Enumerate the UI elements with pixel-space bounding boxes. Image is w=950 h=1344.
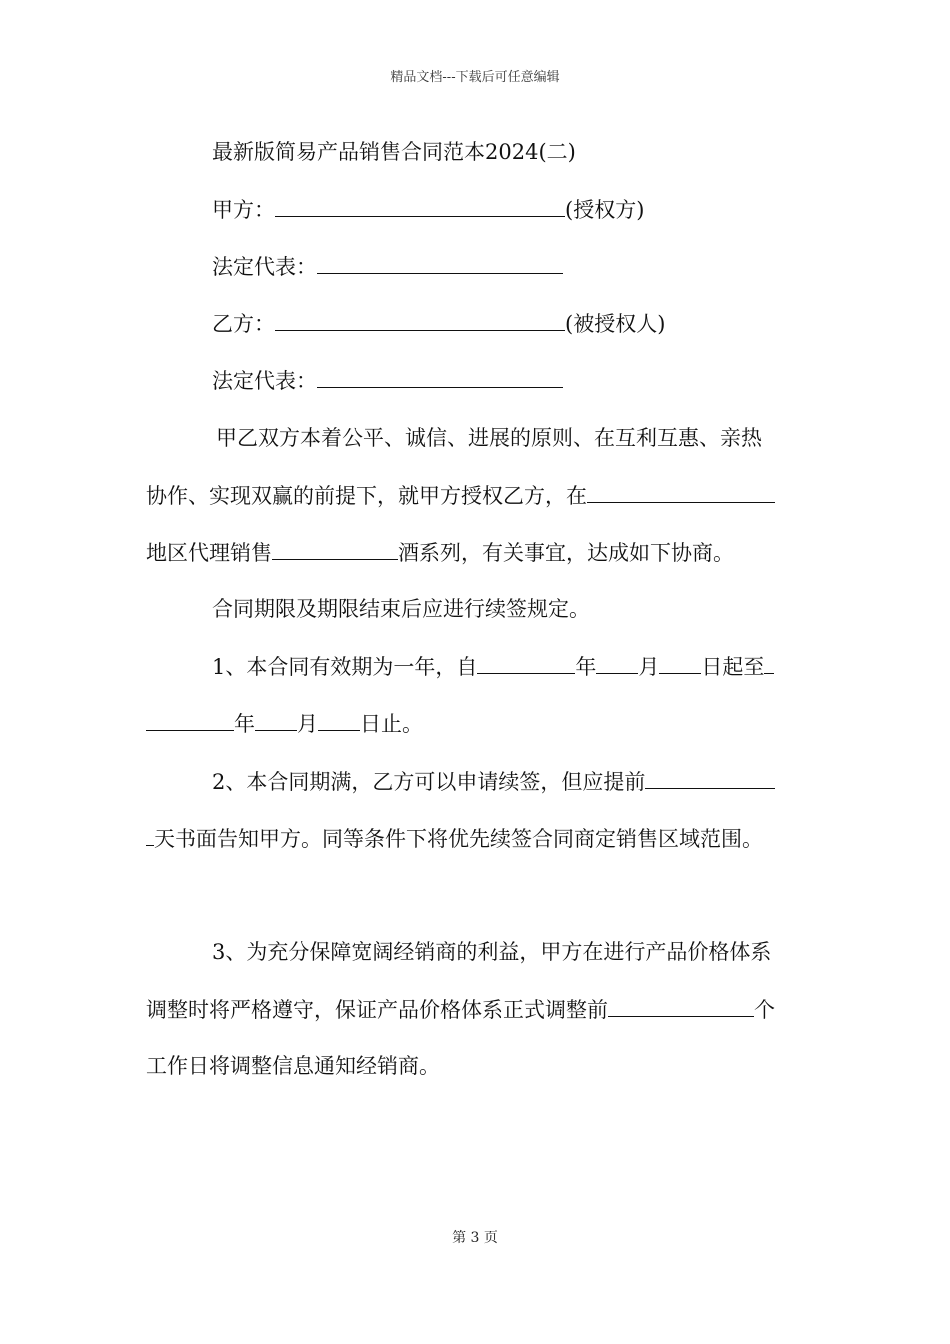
start-day-blank [659,651,701,674]
start-year-blank [477,651,575,674]
clause-3-line-3: 工作日将调整信息通知经销商。 [146,1054,440,1078]
notice-days-blank [645,766,775,789]
intro-line-2-text: 协作、实现双赢的前提下，就甲方授权乙方，在 [146,484,587,508]
party-b-line [212,308,665,339]
end-day-blank [318,708,360,731]
clause-1-month: 月 [638,655,660,679]
party-b-blank [275,308,565,331]
notice-days-blank-end [146,823,154,846]
intro-line-3 [146,537,734,568]
party-a-suffix: (授权方) [565,198,645,222]
clause-1-day-from: 日起至 [701,655,765,679]
party-a-rep-blank [317,251,563,274]
end-year-blank-start [764,651,774,674]
clause-1-line-1 [212,651,774,682]
document-title: 最新版简易产品销售合同范本2024(二) [212,140,576,164]
clause-2-text-a: 2、本合同期满，乙方可以申请续签，但应提前 [212,770,646,794]
party-a-line [212,194,644,225]
clause-1-year: 年 [575,655,597,679]
section-heading: 合同期限及期限结束后应进行续签规定。 [212,597,590,621]
intro-line-3-text-b: 酒系列，有关事宜，达成如下协商。 [398,541,734,565]
clause-1-text: 1、本合同有效期为一年，自 [212,655,478,679]
clause-3-text-a: 调整时将严格遵守，保证产品价格体系正式调整前 [146,998,608,1022]
product-blank [272,537,398,560]
clause-1-month-2: 月 [297,712,318,736]
page-header: 精品文档---下载后可任意编辑 [390,70,560,85]
clause-2-line-1 [212,766,775,797]
party-a-rep-line [212,251,563,282]
party-a-label: 甲方： [212,198,275,222]
clause-1-line-2 [146,708,423,739]
intro-line-3-text-a: 地区代理销售 [146,541,272,565]
clause-1-day-to: 日止。 [360,712,423,736]
clause-3-line-1: 3、为充分保障宽阔经销商的利益，甲方在进行产品价格体系 [212,940,772,964]
party-b-rep-label: 法定代表： [212,369,317,393]
party-b-suffix: (被授权人) [565,312,666,336]
clause-2-line-2 [146,823,763,854]
page-number: 第 3 页 [452,1230,498,1246]
clause-2-text-b: 天书面告知甲方。同等条件下将优先续签合同商定销售区域范围。 [154,827,763,851]
party-b-rep-blank [317,365,563,388]
party-b-rep-line [212,365,563,396]
clause-1-year-2: 年 [234,712,255,736]
intro-line-1: 甲乙双方本着公平、诚信、进展的原则、在互利互惠、亲热 [216,426,762,450]
end-month-blank [255,708,297,731]
intro-line-2 [146,480,775,511]
region-blank [587,480,775,503]
workdays-blank [608,994,754,1017]
party-a-rep-label: 法定代表： [212,255,317,279]
clause-3-text-b: 个 [754,998,775,1022]
party-b-label: 乙方： [212,312,275,336]
clause-3-line-2 [146,994,775,1025]
end-year-blank [146,708,234,731]
start-month-blank [596,651,638,674]
party-a-blank [275,194,565,217]
